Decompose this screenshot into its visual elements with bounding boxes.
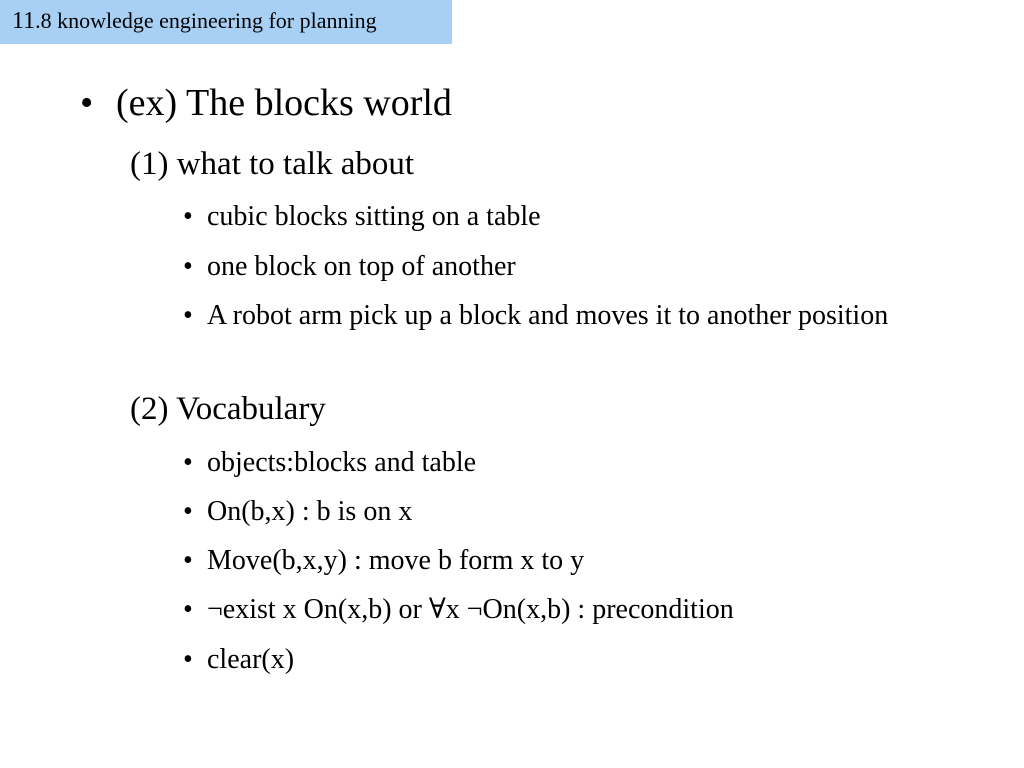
bullet-icon: • bbox=[183, 300, 193, 331]
list-item-text: one block on top of another bbox=[207, 251, 516, 282]
list-item-text: objects:blocks and table bbox=[207, 447, 477, 478]
section-heading-what-to-talk-about: (1) what to talk about bbox=[130, 146, 415, 182]
list-item-text: ¬exist x On(x,b) or ∀x ¬On(x,b) : precondition bbox=[207, 594, 734, 625]
bullet-icon: • bbox=[183, 447, 193, 478]
bullet-icon: • bbox=[183, 201, 193, 232]
main-item-text: (ex) The blocks world bbox=[116, 82, 452, 124]
bullet-icon: • bbox=[183, 251, 193, 282]
bullet-icon: • bbox=[183, 644, 193, 675]
list-item-text: clear(x) bbox=[207, 644, 295, 675]
slide-title-number: 11 bbox=[12, 8, 36, 34]
bullet-icon: • bbox=[80, 82, 94, 124]
list-item-text: Move(b,x,y) : move b form x to y bbox=[207, 545, 585, 576]
list-item-text: A robot arm pick up a block and moves it to another position bbox=[207, 300, 889, 331]
list-item-text: cubic blocks sitting on a table bbox=[207, 201, 541, 232]
bullet-icon: • bbox=[183, 545, 193, 576]
slide-title-box bbox=[0, 0, 452, 44]
bullet-icon: • bbox=[183, 594, 193, 625]
bullet-icon: • bbox=[183, 496, 193, 527]
slide-title: .8 knowledge engineering for planning bbox=[35, 8, 377, 33]
section-heading-vocabulary: (2) Vocabulary bbox=[130, 391, 326, 427]
list-item-text: On(b,x) : b is on x bbox=[207, 496, 413, 527]
